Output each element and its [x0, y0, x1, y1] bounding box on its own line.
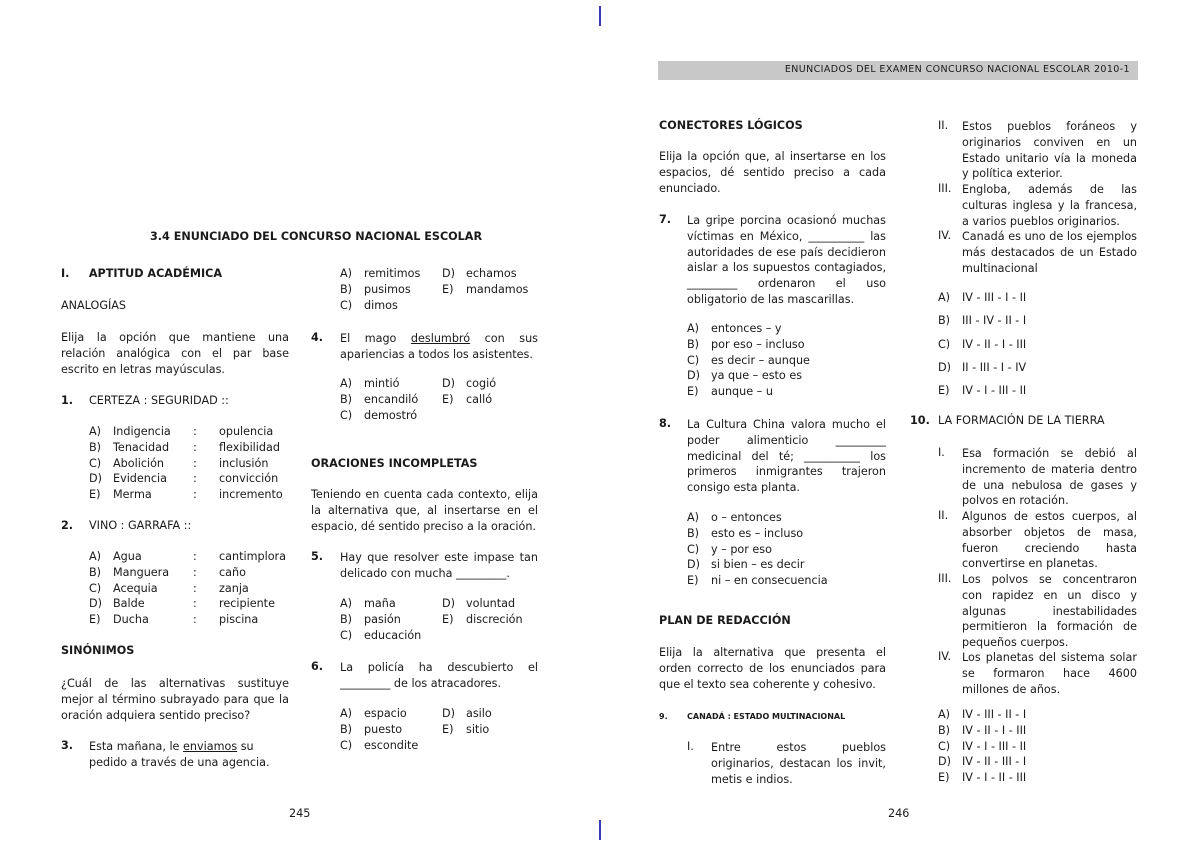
option-term-a: Tenacidad: [113, 440, 170, 454]
option-letter: C): [687, 353, 700, 367]
option-text: IV - II - I - III: [962, 337, 1027, 351]
item-text: Estos pueblos foráneos y originarios conviven en un Estado unitario vía la moneda y política exterior.: [962, 120, 1137, 181]
item-numeral: III.: [938, 572, 952, 585]
option-letter: E): [938, 384, 950, 398]
option-letter: A): [340, 267, 353, 280]
question-text-part: Esta mañana, le: [89, 740, 184, 753]
option-letter: C): [340, 408, 353, 422]
option-separator: :: [193, 425, 197, 438]
question-text-part: su pedido a través de una agencia.: [89, 740, 270, 769]
option-term-b: opulencia: [219, 425, 274, 438]
question-number: 8.: [659, 417, 672, 430]
analogias-title: ANALOGÍAS: [61, 299, 127, 312]
oraciones-instructions: Teniendo en cuenta cada contexto, elija la alternativa que, al insertarse en el espacio, dé sentido preciso a la oración.: [311, 488, 538, 533]
question-number: 4.: [311, 331, 324, 344]
option-text: si bien – es decir: [711, 558, 805, 572]
question-text: CERTEZA : SEGURIDAD ::: [89, 394, 229, 407]
question-number: 1.: [61, 394, 74, 407]
question-number: 6.: [311, 660, 324, 673]
question-number: 3.: [61, 739, 74, 752]
option-letter: A): [687, 322, 700, 335]
option-text: encandiló: [364, 392, 419, 406]
option-text: mandamos: [466, 282, 529, 296]
option-letter: A): [938, 291, 951, 304]
option-text: II - III - I - IV: [962, 360, 1027, 374]
option-letter: D): [89, 472, 102, 486]
option-letter: E): [89, 488, 101, 502]
option-term-b: piscina: [219, 613, 259, 627]
option-text: ya que – esto es: [711, 369, 803, 383]
option-term-b: inclusión: [219, 456, 269, 470]
plan-instructions: Elija la alternativa que presenta el orden correcto de los enunciados para que el texto sea coherente y cohesivo.: [659, 646, 886, 691]
question-text: VINO : GARRAFA ::: [89, 519, 192, 532]
item-text: Canadá es uno de los ejemplos más destacados de un Estado multinacional: [962, 230, 1137, 275]
question-number: 7.: [659, 213, 672, 226]
option-letter: A): [687, 511, 700, 524]
option-text: pasión: [364, 612, 401, 626]
item-numeral: II.: [938, 509, 949, 522]
question-number: 5.: [311, 550, 324, 563]
option-text: cogió: [466, 377, 497, 390]
option-text: IV - II - III - I: [962, 755, 1027, 769]
sinonimos-title: SINÓNIMOS: [61, 644, 135, 657]
option-term-b: convicción: [219, 472, 279, 486]
question-text: [89, 739, 289, 771]
option-text: demostró: [364, 408, 418, 422]
option-term-a: Evidencia: [113, 472, 167, 486]
option-separator: :: [193, 613, 197, 627]
option-letter: D): [442, 377, 455, 390]
option-text: sitio: [466, 722, 490, 736]
option-letter: D): [442, 597, 455, 610]
option-separator: :: [193, 488, 197, 502]
option-term-b: zanja: [219, 581, 249, 595]
item-numeral: II.: [938, 119, 949, 132]
option-letter: C): [687, 542, 700, 556]
option-letter: B): [687, 337, 700, 351]
option-text: escondite: [364, 738, 419, 752]
underlined-word: enviamos: [183, 740, 238, 753]
option-text: maña: [364, 597, 396, 610]
oraciones-title: ORACIONES INCOMPLETAS: [311, 457, 478, 470]
option-text: por eso – incluso: [711, 337, 805, 351]
option-letter: C): [340, 738, 353, 752]
option-text: IV - I - III - II: [962, 384, 1027, 398]
option-letter: B): [340, 722, 353, 736]
option-separator: :: [193, 597, 197, 611]
option-letter: A): [938, 708, 951, 721]
option-letter: D): [687, 558, 700, 572]
option-text: IV - I - II - III: [962, 771, 1027, 785]
option-letter: E): [442, 392, 454, 406]
option-text: echamos: [466, 267, 517, 280]
sinonimos-instructions: ¿Cuál de las alternativas sustituye mejor al término subrayado para que la oración adquiera sentido preciso?: [61, 677, 289, 722]
option-separator: :: [193, 565, 197, 579]
option-letter: B): [340, 612, 353, 626]
option-letter: A): [89, 425, 102, 438]
item-numeral: III.: [938, 182, 952, 195]
question-text: La policía ha descubierto el _________ de los atracadores.: [340, 661, 538, 690]
option-letter: C): [89, 581, 102, 595]
option-text: educación: [364, 628, 422, 642]
option-text: III - IV - II - I: [962, 314, 1027, 328]
option-letter: B): [340, 282, 353, 296]
option-letter: D): [687, 369, 700, 383]
item-text: Algunos de estos cuerpos, al absorber objetos de masa, fueron creciendo hasta convertirse en planetas.: [962, 510, 1137, 571]
option-text: IV - III - II - I: [962, 708, 1027, 721]
option-term-b: incremento: [219, 488, 283, 502]
option-separator: :: [193, 581, 197, 595]
option-separator: :: [193, 550, 197, 563]
item-text: Entre estos pueblos originarios, destacan los invit, metis e indios.: [711, 741, 886, 786]
option-term-a: Abolición: [113, 456, 165, 470]
question-text-part: con sus apariencias a todos los asistentes.: [340, 332, 538, 361]
option-letter: B): [89, 440, 102, 454]
option-letter: D): [442, 707, 455, 720]
option-text: esto es – incluso: [711, 526, 804, 540]
option-letter: A): [89, 550, 102, 563]
option-text: entonces – y: [711, 322, 782, 335]
page-marker-top: [599, 6, 601, 26]
option-letter: C): [938, 337, 951, 351]
question-text: La gripe porcina ocasionó muchas víctimas en México, __________ las autoridades de ese país decidieron aislar a los supuestos contagiados, _________ ordenaron el uso obligatorio de las mascarillas.: [687, 214, 886, 306]
item-numeral: I.: [938, 446, 945, 459]
page-number: 245: [289, 807, 311, 820]
option-letter: D): [938, 360, 951, 374]
plan-title: PLAN DE REDACCIÓN: [659, 614, 791, 627]
conectores-title: CONECTORES LÓGICOS: [659, 119, 803, 132]
question-text: La Cultura China valora mucho el poder alimenticio _________ medicinal del té; __________ los primeros inmigrantes trajeron consigo esta planta.: [687, 418, 886, 495]
question-text: Hay que resolver este impase tan delicado con mucha _________.: [340, 551, 538, 580]
option-text: pusimos: [364, 282, 411, 296]
option-text: o – entonces: [711, 511, 782, 524]
option-letter: E): [442, 612, 454, 626]
option-text: y – por eso: [711, 542, 772, 556]
option-text: es decir – aunque: [711, 353, 810, 367]
item-numeral: IV.: [938, 650, 952, 663]
question-number: 2.: [61, 519, 74, 532]
option-term-a: Merma: [113, 488, 152, 502]
option-letter: E): [442, 282, 454, 296]
underlined-word: deslumbró: [410, 332, 471, 345]
option-term-a: Manguera: [113, 565, 170, 579]
option-term-a: Balde: [113, 597, 145, 611]
option-letter: D): [938, 755, 951, 769]
option-text: IV - II - I - III: [962, 723, 1027, 737]
option-term-a: Agua: [113, 550, 142, 563]
option-letter: A): [340, 707, 353, 720]
option-letter: B): [938, 314, 951, 328]
option-text: espacio: [364, 707, 407, 720]
option-letter: C): [340, 628, 353, 642]
option-letter: C): [340, 298, 353, 312]
option-letter: D): [442, 267, 455, 280]
option-separator: :: [193, 440, 197, 454]
question-text: [340, 331, 538, 363]
running-header-title: ENUNCIADOS DEL EXAMEN CONCURSO NACIONAL ESCOLAR 2010-1: [784, 64, 1130, 75]
item-text: Los planetas del sistema solar se formaron hace 4600 millones de años.: [962, 651, 1137, 696]
option-letter: C): [938, 739, 951, 753]
option-text: IV - III - I - II: [962, 291, 1027, 304]
option-term-b: caño: [219, 565, 246, 579]
option-term-a: Acequia: [113, 581, 158, 595]
item-text: Los polvos se concentraron con rapidez en un disco y algunas inestabilidades permitieron la formación de pequeños cuerpos.: [962, 573, 1137, 650]
option-text: aunque – u: [711, 385, 773, 399]
option-letter: A): [340, 597, 353, 610]
option-letter: C): [89, 456, 102, 470]
question-number: 9.: [659, 712, 668, 721]
question-number: 10.: [910, 414, 930, 427]
option-term-a: Indigencia: [113, 425, 171, 438]
option-text: IV - I - III - II: [962, 739, 1027, 753]
item-numeral: IV.: [938, 229, 952, 242]
running-header: [658, 61, 1138, 80]
option-text: remitimos: [364, 267, 421, 280]
analogias-instructions: Elija la opción que mantiene una relación analógica con el par base escrito en letras mayúsculas.: [61, 331, 289, 376]
option-separator: :: [193, 472, 197, 486]
option-text: puesto: [364, 722, 403, 736]
page-number: 246: [888, 807, 910, 820]
option-separator: :: [193, 456, 197, 470]
part-title: I. APTITUD ACADÉMICA: [61, 267, 223, 280]
option-text: ni – en consecuencia: [711, 574, 828, 588]
option-letter: B): [89, 565, 102, 579]
option-letter: B): [687, 526, 700, 540]
option-letter: A): [340, 377, 353, 390]
option-text: discreción: [466, 612, 523, 626]
question-text-part: El mago: [340, 332, 411, 345]
page-marker-bottom: [599, 820, 601, 840]
item-text: Engloba, además de las culturas inglesa y la francesa, a varios pueblos originarios.: [962, 183, 1137, 228]
option-term-a: Ducha: [113, 613, 149, 627]
option-term-b: flexibilidad: [219, 440, 280, 454]
item-text: Esa formación se debió al incremento de materia dentro de una nebulosa de gases y polvos en rotación.: [962, 447, 1137, 508]
option-text: asilo: [466, 707, 492, 720]
option-text: mintió: [364, 377, 400, 390]
option-letter: E): [687, 385, 699, 399]
option-letter: B): [938, 723, 951, 737]
option-term-b: recipiente: [219, 597, 275, 611]
conectores-instructions: Elija la opción que, al insertarse en los espacios, dé sentido preciso a cada enunciado.: [659, 150, 886, 195]
option-letter: E): [938, 771, 950, 785]
q10-title: LA FORMACIÓN DE LA TIERRA: [938, 414, 1105, 427]
option-text: calló: [466, 392, 493, 406]
option-term-b: cantimplora: [219, 550, 286, 563]
option-letter: E): [687, 574, 699, 588]
option-letter: B): [340, 392, 353, 406]
item-numeral: I.: [687, 740, 694, 753]
q9-title: CANADÁ : ESTADO MULTINACIONAL: [687, 712, 846, 721]
option-text: voluntad: [466, 597, 516, 610]
option-letter: D): [89, 597, 102, 611]
option-text: dimos: [364, 298, 398, 312]
section-title: 3.4 ENUNCIADO DEL CONCURSO NACIONAL ESCOLAR: [150, 230, 483, 243]
option-letter: E): [442, 722, 454, 736]
option-letter: E): [89, 613, 101, 627]
